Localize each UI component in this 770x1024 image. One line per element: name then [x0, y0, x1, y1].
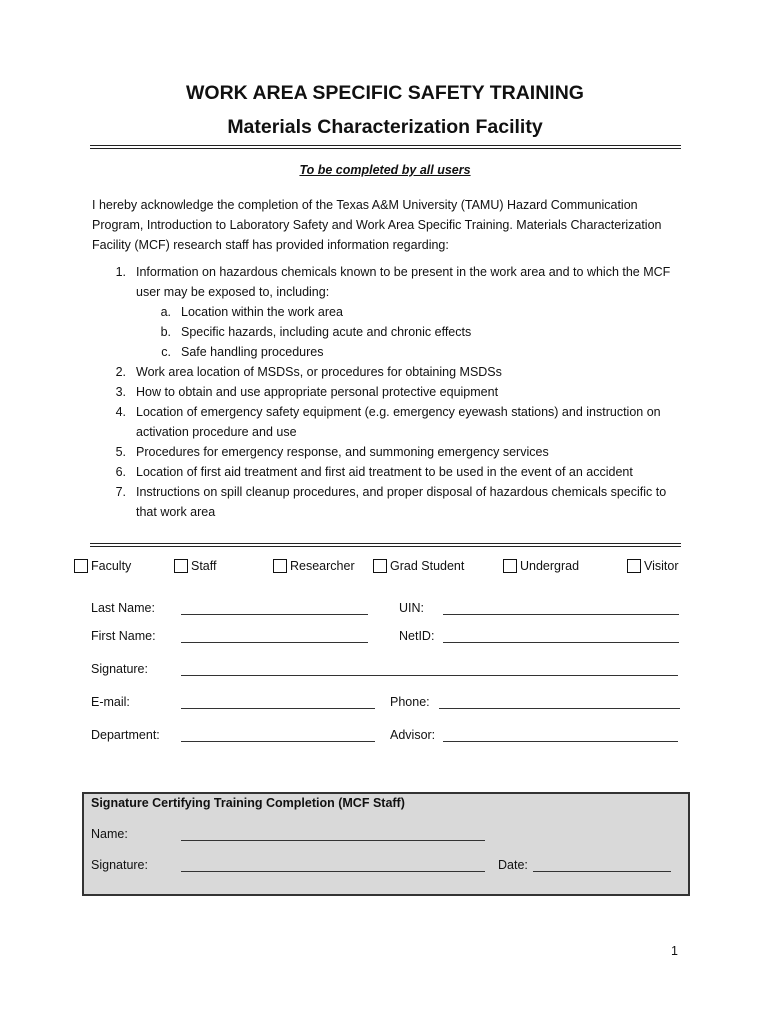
phone-label: Phone:	[390, 695, 430, 709]
sub-list-item	[160, 322, 661, 342]
sub-list-item-letter: b.	[160, 325, 171, 339]
list-item	[115, 442, 681, 462]
list-item-number: 5.	[115, 445, 126, 459]
checkbox-label: Grad Student	[390, 559, 465, 573]
last-name-field[interactable]	[181, 614, 368, 615]
list-item-text: Instructions on spill cleanup procedures, and proper disposal of hazardous chemicals specific to that work area	[136, 485, 667, 519]
checkbox-label: Visitor	[644, 559, 679, 573]
staff-name-label: Name:	[91, 827, 128, 841]
checkbox-label: Staff	[191, 559, 217, 573]
list-item	[115, 362, 681, 382]
form-title: WORK AREA SPECIFIC SAFETY TRAINING	[186, 82, 584, 104]
section-divider	[90, 543, 681, 547]
date-label: Date:	[498, 858, 528, 872]
email-field[interactable]	[181, 708, 375, 709]
staff-checkbox[interactable]	[174, 559, 216, 573]
grad-student-checkbox[interactable]	[373, 559, 464, 573]
list-item	[115, 482, 681, 522]
list-item	[115, 402, 681, 442]
staff-signature-field[interactable]	[181, 871, 485, 872]
checkbox-square[interactable]	[373, 559, 387, 573]
completion-instruction: To be completed by all users	[299, 163, 471, 177]
list-item-text: Information on hazardous chemicals known to be present in the work area and to which the MCF user may be exposed to, including:	[136, 265, 671, 299]
staff-signature-label: Signature:	[91, 858, 148, 872]
researcher-checkbox[interactable]	[273, 559, 355, 573]
checkbox-square[interactable]	[627, 559, 641, 573]
facility-title: Materials Characterization Facility	[227, 116, 543, 138]
phone-field[interactable]	[439, 708, 680, 709]
list-item	[115, 462, 691, 482]
faculty-checkbox[interactable]	[74, 559, 131, 573]
list-item-number: 2.	[115, 365, 126, 379]
visitor-checkbox[interactable]	[627, 559, 679, 573]
list-item-text: Work area location of MSDSs, or procedures for obtaining MSDSs	[136, 365, 502, 379]
sub-list-item-text: Specific hazards, including acute and chronic effects	[181, 325, 472, 339]
user-signature-label: Signature:	[91, 662, 148, 676]
checkbox-label: Undergrad	[520, 559, 580, 573]
checkbox-label: Researcher	[290, 559, 355, 573]
netid-label: NetID:	[399, 629, 435, 643]
user-type-options	[0, 559, 770, 581]
list-item-number: 6.	[115, 465, 126, 479]
list-item-text: Procedures for emergency response, and summoning emergency services	[136, 445, 549, 459]
netid-field[interactable]	[443, 642, 679, 643]
first-name-field[interactable]	[181, 642, 368, 643]
list-item-number: 1.	[115, 265, 126, 279]
list-item-number: 4.	[115, 405, 126, 419]
staff-certification-heading: Signature Certifying Training Completion (MCF Staff)	[91, 796, 405, 810]
list-item	[115, 262, 676, 302]
department-label: Department:	[91, 728, 160, 742]
sub-list-item-letter: c.	[161, 345, 171, 359]
date-field[interactable]	[533, 871, 671, 872]
header-divider	[90, 145, 681, 149]
sub-list-item-letter: a.	[160, 305, 171, 319]
checkbox-label: Faculty	[91, 559, 132, 573]
page-number: 1	[671, 944, 678, 958]
email-label: E-mail:	[91, 695, 130, 709]
last-name-label: Last Name:	[91, 601, 155, 615]
advisor-label: Advisor:	[390, 728, 436, 742]
uin-label: UIN:	[399, 601, 424, 615]
staff-name-field[interactable]	[181, 840, 485, 841]
checkbox-square[interactable]	[503, 559, 517, 573]
checkbox-square[interactable]	[174, 559, 188, 573]
list-item-text: Location of emergency safety equipment (e.g. emergency eyewash stations) and instruction on activation procedure and use	[136, 405, 661, 439]
undergrad-checkbox[interactable]	[503, 559, 579, 573]
user-signature-field[interactable]	[181, 675, 678, 676]
acknowledgement-paragraph: I hereby acknowledge the completion of the Texas A&M University (TAMU) Hazard Communication Program, Introduction to Laboratory Safety and Work Area Specific Training. Materials Characterization Facility (MCF) research staff has provided information regarding:	[92, 198, 662, 252]
list-item-number: 3.	[115, 385, 126, 399]
checkbox-square[interactable]	[273, 559, 287, 573]
checkbox-square[interactable]	[74, 559, 88, 573]
department-field[interactable]	[181, 741, 375, 742]
list-item-text: How to obtain and use appropriate personal protective equipment	[136, 385, 499, 399]
sub-list-item-text: Location within the work area	[181, 305, 343, 319]
sub-list-item-text: Safe handling procedures	[181, 345, 324, 359]
advisor-field[interactable]	[443, 741, 678, 742]
list-item	[115, 382, 681, 402]
list-item-text: Location of first aid treatment and first aid treatment to be used in the event of an accident	[136, 465, 633, 479]
first-name-label: First Name:	[91, 629, 156, 643]
uin-field[interactable]	[443, 614, 679, 615]
sub-list-item	[160, 302, 661, 322]
sub-list-item	[161, 342, 661, 362]
list-item-number: 7.	[115, 485, 126, 499]
